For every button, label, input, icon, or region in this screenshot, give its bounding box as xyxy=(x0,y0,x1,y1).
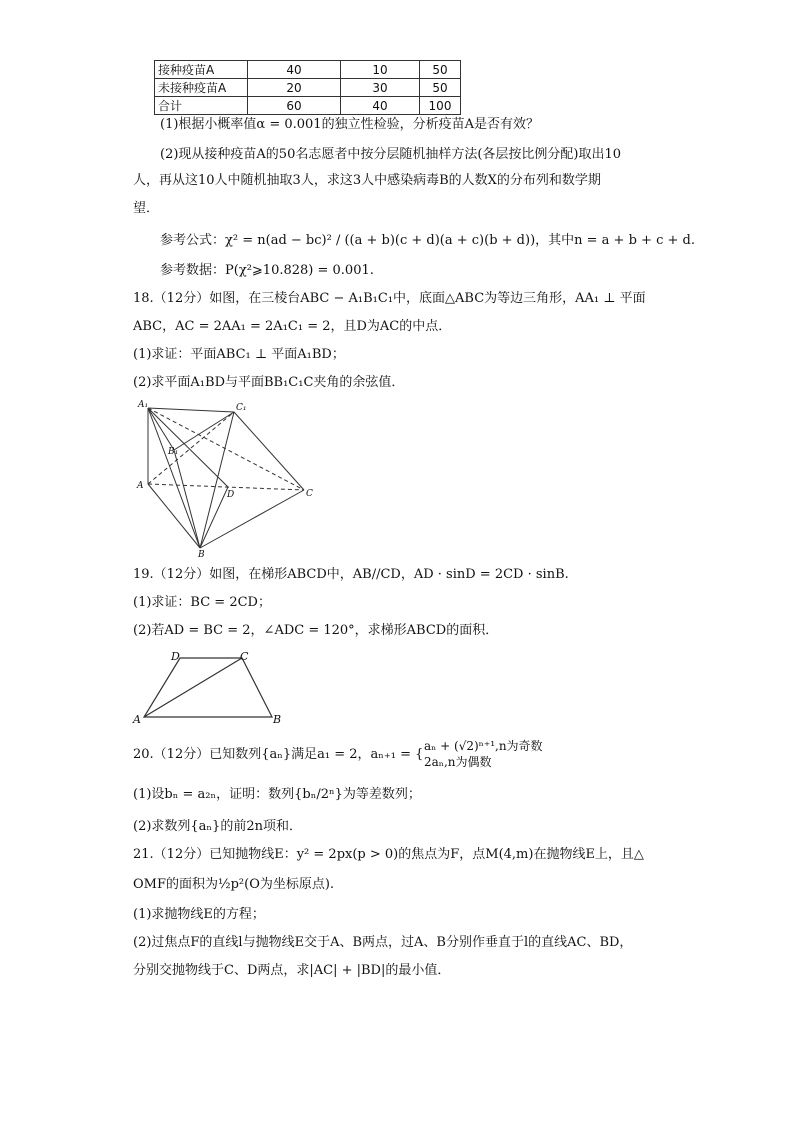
label-A: A xyxy=(133,713,141,726)
q17-formula: 参考公式：χ² = n(ad − bc)² / ((a + b)(c + d)(a + c)(b + d))，其中n = a + b + c + d. xyxy=(160,233,695,248)
label-B1: B₁ xyxy=(168,447,179,457)
label-D: D xyxy=(171,650,180,663)
cell: 60 xyxy=(248,97,341,115)
cell: 10 xyxy=(341,61,420,79)
q20-case-even: 2aₙ,n为偶数 xyxy=(424,755,492,769)
label-C1: C₁ xyxy=(236,403,247,413)
q20-part2: (2)求数列{aₙ}的前2n项和． xyxy=(133,819,302,834)
label-C: C xyxy=(240,650,249,663)
q20-part1: (1)设bₙ = a₂ₙ，证明：数列{bₙ/2ⁿ}为等差数列； xyxy=(133,787,421,802)
label-A1: A₁ xyxy=(138,400,149,410)
label-B: B xyxy=(198,550,205,558)
table-row xyxy=(155,61,461,79)
q19-stem: 19.（12分）如图，在梯形ABCD中，AB//CD，AD · sinD = 2CD · sinB. xyxy=(133,567,569,582)
cell: 50 xyxy=(420,61,461,79)
q18-stem-line1: 18.（12分）如图，在三棱台ABC − A₁B₁C₁中，底面△ABC为等边三角形，AA₁ ⊥ 平面 xyxy=(133,291,646,306)
q17-part2-line2: 人，再从这10人中随机抽取3人，求这3人中感染病毒B的人数X的分布列和数学期 xyxy=(133,173,601,188)
row-label: 合计 xyxy=(155,97,248,115)
label-C: C xyxy=(306,489,313,499)
q21-stem-line2: OMF的面积为½p²(O为坐标原点). xyxy=(133,877,335,892)
q19-part2: (2)若AD = BC = 2，∠ADC = 120°，求梯形ABCD的面积． xyxy=(133,623,499,638)
cell: 30 xyxy=(341,79,420,97)
label-D: D xyxy=(227,490,235,500)
q19-trapezoid-figure xyxy=(130,646,300,726)
cell: 40 xyxy=(248,61,341,79)
q18-part1: (1)求证：平面ABC₁ ⊥ 平面A₁BD； xyxy=(133,347,345,362)
q17-part1: (1)根据小概率值α = 0.001的独立性检验，分析疫苗A是否有效？ xyxy=(160,117,539,132)
q21-part1: (1)求抛物线E的方程； xyxy=(133,907,265,922)
cell: 40 xyxy=(341,97,420,115)
q18-frustum-figure xyxy=(130,398,330,558)
contingency-table xyxy=(154,60,461,115)
cell: 50 xyxy=(420,79,461,97)
label-A: A xyxy=(137,481,144,491)
q21-part2-line2: 分别交抛物线于C、D两点，求|AC| + |BD|的最小值． xyxy=(133,963,451,978)
q18-stem-line2: ABC，AC = 2AA₁ = 2A₁C₁ = 2，且D为AC的中点． xyxy=(133,319,452,334)
q20-stem: 20.（12分）已知数列{aₙ}满足a₁ = 2，aₙ₊₁ = { xyxy=(133,747,424,762)
q21-stem-line1: 21.（12分）已知抛物线E：y² = 2px(p > 0)的焦点为F，点M(4,m)在抛物线E上，且△ xyxy=(133,847,644,862)
q20-case-odd: aₙ + (√2)ⁿ⁺¹,n为奇数 xyxy=(424,739,543,753)
q17-reference-data: 参考数据：P(χ²⩾10.828) = 0.001. xyxy=(160,263,374,278)
cell: 100 xyxy=(420,97,461,115)
q21-part2-line1: (2)过焦点F的直线l与抛物线E交于A、B两点，过A、B分别作垂直于l的直线AC、BD， xyxy=(133,935,633,950)
label-B: B xyxy=(273,713,282,726)
q18-part2: (2)求平面A₁BD与平面BB₁C₁C夹角的余弦值． xyxy=(133,375,405,390)
table-row xyxy=(155,97,461,115)
row-label: 接种疫苗A xyxy=(155,61,248,79)
q17-part2-line3: 望． xyxy=(133,201,160,216)
table-row xyxy=(155,79,461,97)
cell: 20 xyxy=(248,79,341,97)
q17-part2-line1: (2)现从接种疫苗A的50名志愿者中按分层随机抽样方法(各层按比例分配)取出10 xyxy=(160,147,622,162)
q19-part1: (1)求证：BC = 2CD； xyxy=(133,595,271,610)
row-label: 未接种疫苗A xyxy=(155,79,248,97)
